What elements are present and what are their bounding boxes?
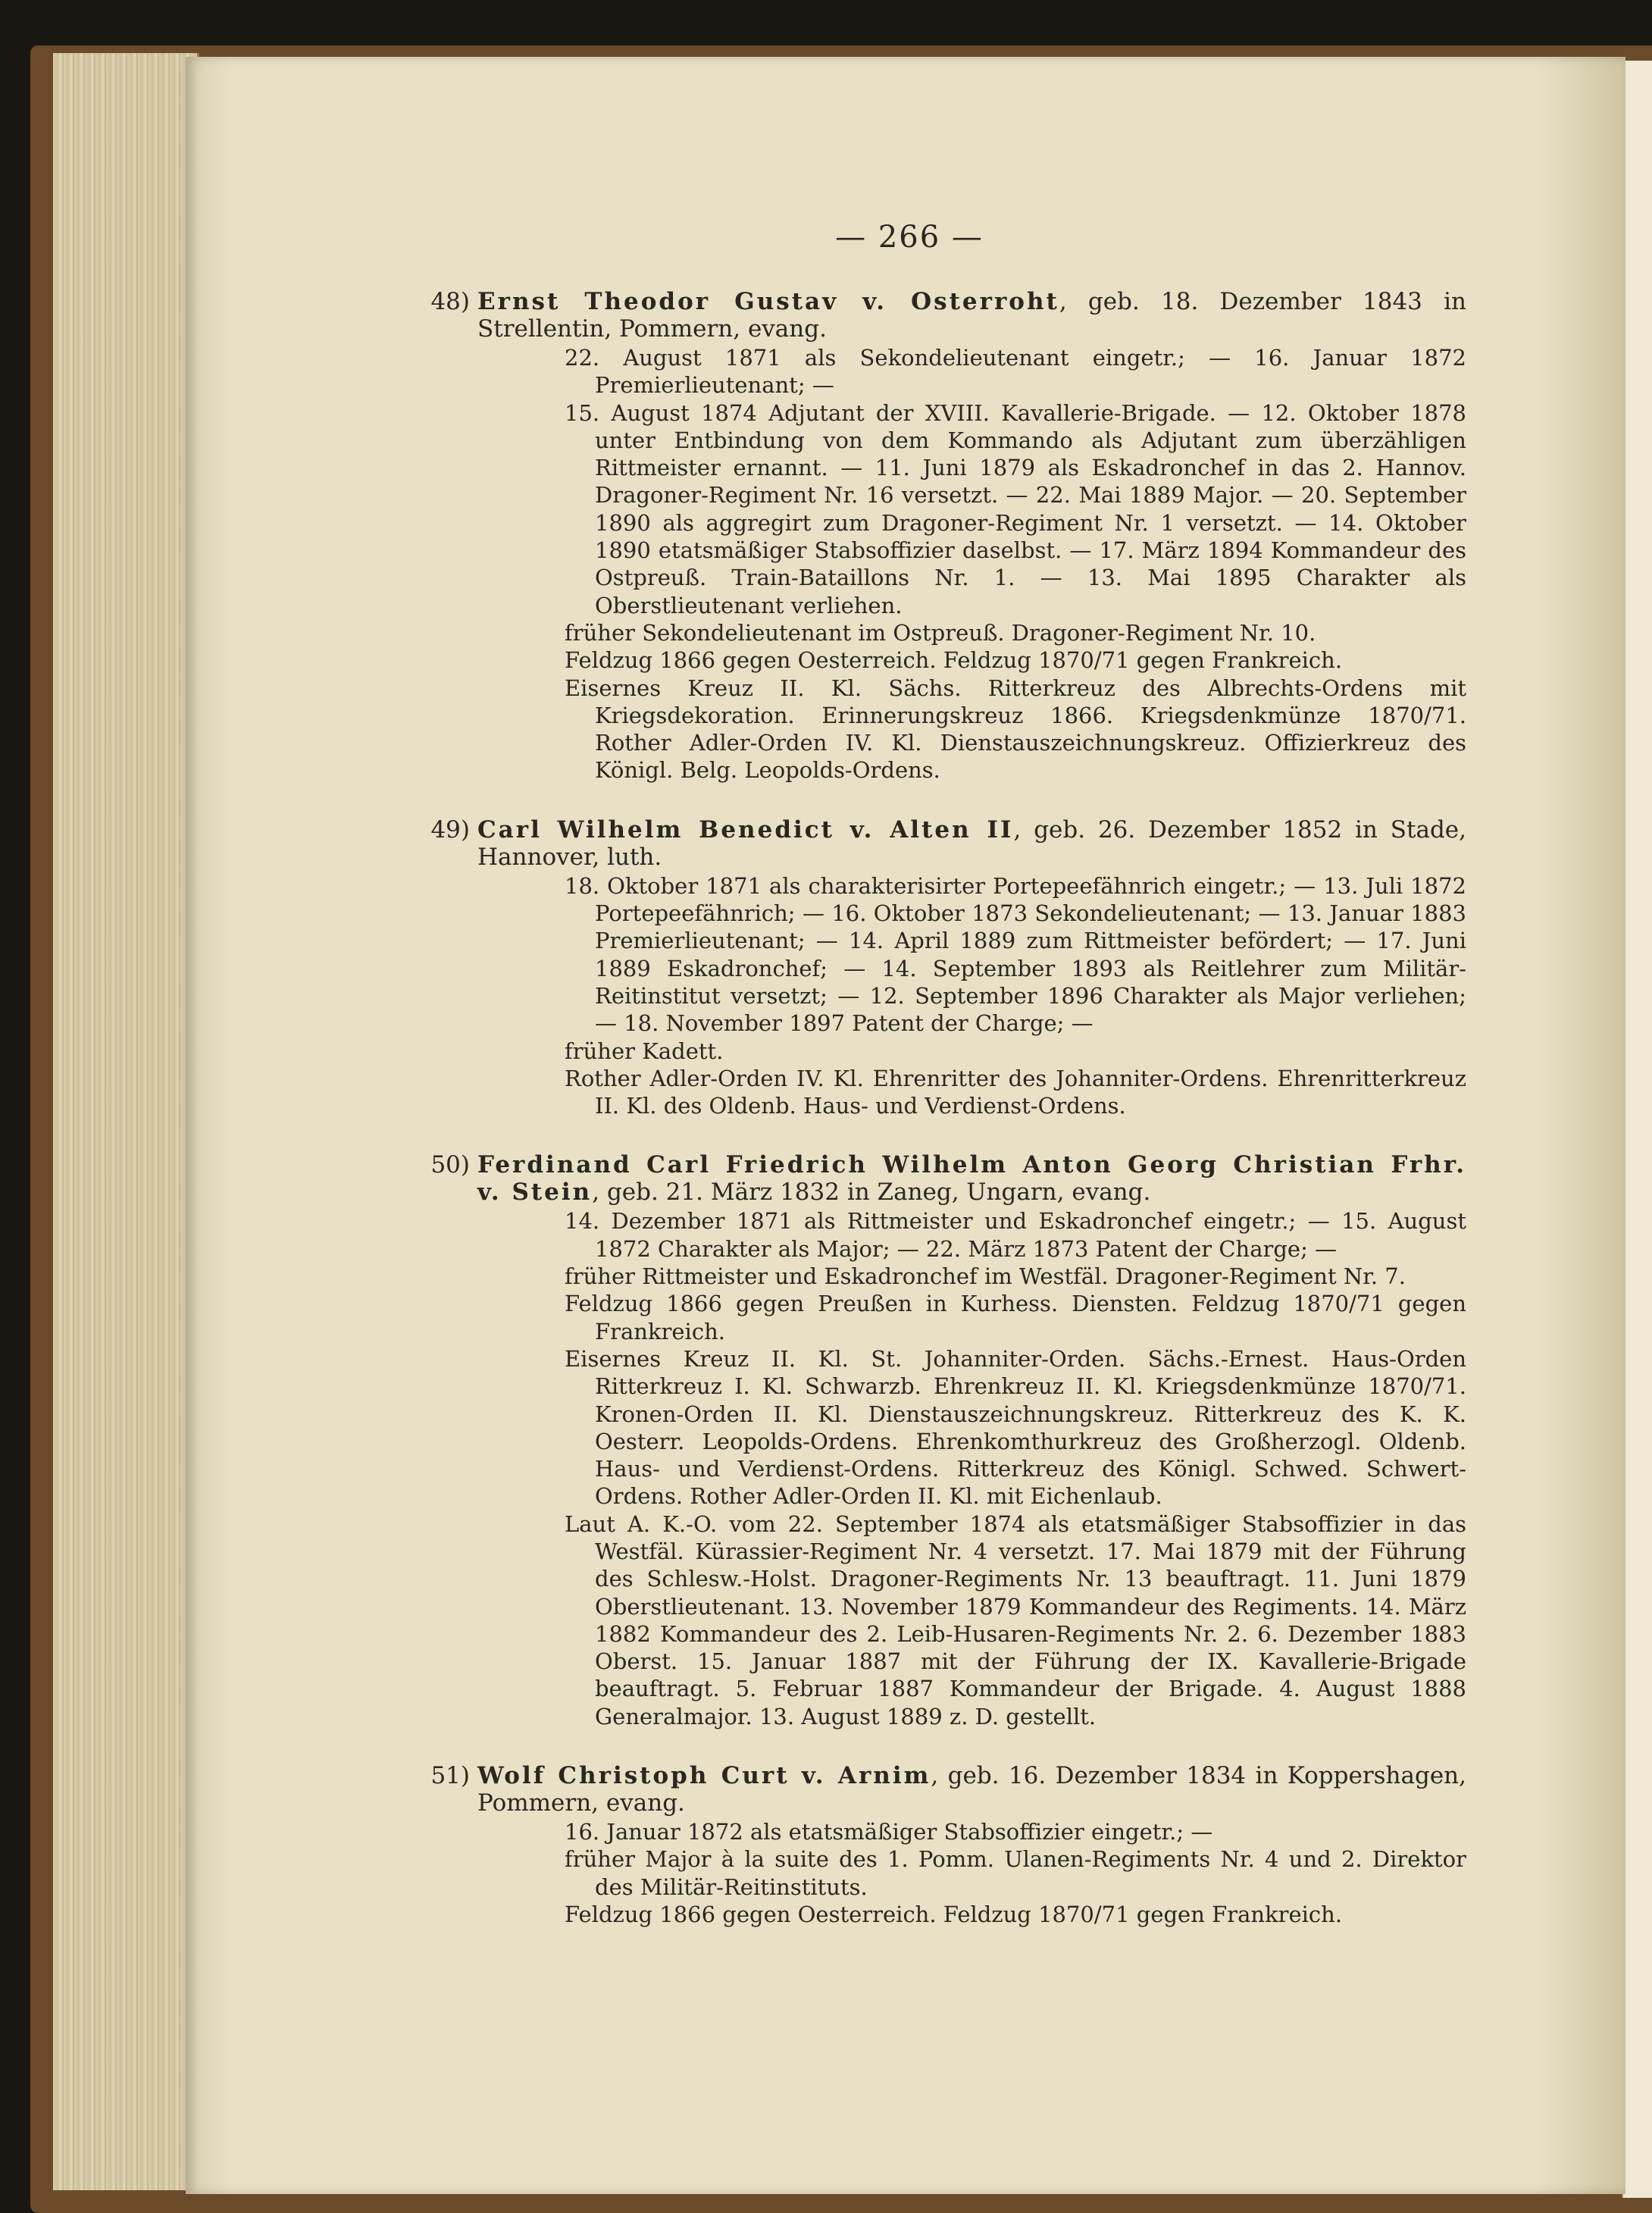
entry (430, 1762, 1467, 1928)
entry-number: 48) (430, 288, 470, 315)
entry-line: Eisernes Kreuz II. Kl. Sächs. Ritterkreuz des Albrechts-Ordens mit Kriegsdekoration. Erinnerungskreuz 1866. Kriegsdenkmünze 1870/71. Rother Adler-Orden IV. Kl. Dienstauszeichnungskreuz. Offizierkreuz des Königl. Belg. Leopolds-Ordens. (565, 675, 1466, 784)
entry-line: 14. Dezember 1871 als Rittmeister und Eskadronchef eingetr.; — 15. August 1872 Charakter als Major; — 22. März 1873 Patent der Charge; — (565, 1208, 1466, 1262)
entry-line: früher Sekondelieutenant im Ostpreuß. Dragoner-Regiment Nr. 10. (565, 619, 1316, 646)
entry-name: Wolf Christoph Curt v. Arnim (477, 1762, 931, 1790)
entry-name: Ernst Theodor Gustav v. Osterroht (477, 288, 1059, 315)
page-edges (53, 53, 199, 2190)
entry-heading (477, 1151, 1466, 1206)
entry-details: , geb. 21. März 1832 in Zaneg, Ungarn, evang. (592, 1178, 1151, 1207)
entry-name: Carl Wilhelm Benedict v. Alten II (477, 815, 1014, 844)
entry (430, 815, 1466, 1120)
facing-page-strip (1622, 61, 1652, 2198)
entry-lines (565, 872, 1466, 1120)
entry-line: Feldzug 1866 gegen Oesterreich. Feldzug 1870/71 gegen Frankreich. (565, 1901, 1343, 1927)
entry-number: 50) (430, 1151, 470, 1179)
entry-line: Eisernes Kreuz II. Kl. St. Johanniter-Orden. Sächs.-Ernest. Haus-Orden Ritterkreuz I. Kl. Schwarzb. Ehrenkreuz II. Kl. Kriegsdenkmünze 1870/71. Kronen-Orden II. Kl. Dienstauszeichnungskreuz. Ritterkreuz des K. K. Oesterr. Leopolds-Ordens. Ehrenkomthurkreuz des Großherzogl. Oldenb. Haus- und Verdienst-Ordens. Ritterkreuz des Königl. Schwed. Schwert-Ordens. Rother Adler-Orden II. Kl. mit Eichenlaub. (565, 1345, 1466, 1510)
entry (430, 288, 1466, 784)
entries-list (430, 288, 1467, 1960)
entry-lines (565, 344, 1466, 784)
entry-lines (565, 1207, 1466, 1730)
entry-name: Ferdinand Carl Friedrich Wilhelm Anton Georg Christian Frhr. v. Stein (477, 1151, 1466, 1207)
entry-line: früher Kadett. (565, 1038, 724, 1064)
entry-line: früher Rittmeister und Eskadronchef im Westfäl. Dragoner-Regiment Nr. 7. (565, 1263, 1406, 1290)
entry-line: 22. August 1871 als Sekondelieutenant eingetr.; — 16. Januar 1872 Premierlieutenant; — (565, 345, 1466, 399)
entry-number: 51) (430, 1762, 470, 1790)
entry-line: Rother Adler-Orden IV. Kl. Ehrenritter des Johanniter-Ordens. Ehrenritterkreuz II. Kl. des Oldenb. Haus- und Verdienst-Ordens. (565, 1065, 1466, 1119)
entry-details: , geb. 18. Dezember 1843 in Strellentin, Pommern, evang. (477, 288, 1466, 343)
entry-line: Feldzug 1866 gegen Oesterreich. Feldzug 1870/71 gegen Frankreich. (565, 647, 1343, 674)
entry-heading (477, 816, 1466, 871)
entry-heading (477, 288, 1466, 343)
entry-lines (565, 1818, 1466, 1928)
entry (430, 1151, 1466, 1730)
page-number: — 266 — (835, 220, 984, 255)
entry-line: 18. Oktober 1871 als charakterisirter Portepeefähnrich eingetr.; — 13. Juli 1872 Portepeefähnrich; — 16. Oktober 1873 Sekondelieutenant; — 13. Januar 1883 Premierlieutenant; — 14. April 1889 zum Rittmeister befördert; — 17. Juni 1889 Eskadronchef; — 14. September 1893 als Reitlehrer zum Militär-Reitinstitut versetzt; — 12. September 1896 Charakter als Major verliehen; — 18. November 1897 Patent der Charge; — (565, 872, 1466, 1037)
entry-line: 16. Januar 1872 als etatsmäßiger Stabsoffizier eingetr.; — (565, 1819, 1213, 1845)
entry-details: , geb. 16. Dezember 1834 in Koppershagen, Pommern, evang. (477, 1762, 1467, 1817)
entry-line: 15. August 1874 Adjutant der XVIII. Kavallerie-Brigade. — 12. Oktober 1878 unter Entbindung von dem Kommando als Adjutant zum überzähligen Rittmeister ernannt. — 11. Juni 1879 als Eskadronchef in das 2. Hannov. Dragoner-Regiment Nr. 16 versetzt. — 22. Mai 1889 Major. — 20. September 1890 als aggregirt zum Dragoner-Regiment Nr. 1 versetzt. — 14. Oktober 1890 etatsmäßiger Stabsoffizier daselbst. — 17. März 1894 Kommandeur des Ostpreuß. Train-Bataillons Nr. 1. — 13. Mai 1895 Charakter als Oberstlieutenant verliehen. (565, 399, 1466, 618)
entry-line: Feldzug 1866 gegen Preußen in Kurhess. Diensten. Feldzug 1870/71 gegen Frankreich. (565, 1291, 1466, 1344)
entry-number: 49) (430, 815, 470, 844)
entry-line: früher Major à la suite des 1. Pomm. Ulanen-Regiments Nr. 4 und 2. Direktor des Militär-Reitinstituts. (565, 1846, 1466, 1900)
entry-line: Laut A. K.-O. vom 22. September 1874 als etatsmäßiger Stabsoffizier in das Westfäl. Kürassier-Regiment Nr. 4 versetzt. 17. Mai 1879 mit der Führung des Schlesw.-Holst. Dragoner-Regiments Nr. 13 beauftragt. 11. Juni 1879 Oberstlieutenant. 13. November 1879 Kommandeur des Regiments. 14. März 1882 Kommandeur des 2. Leib-Husaren-Regiments Nr. 2. 6. Dezember 1883 Oberst. 15. Januar 1887 mit der Führung der IX. Kavallerie-Brigade beauftragt. 5. Februar 1887 Kommandeur der Brigade. 4. August 1888 Generalmajor. 13. August 1889 z. D. gestellt. (565, 1510, 1466, 1729)
entry-heading (477, 1762, 1466, 1817)
entry-details: , geb. 26. Dezember 1852 in Stade, Hannover, luth. (477, 815, 1466, 871)
